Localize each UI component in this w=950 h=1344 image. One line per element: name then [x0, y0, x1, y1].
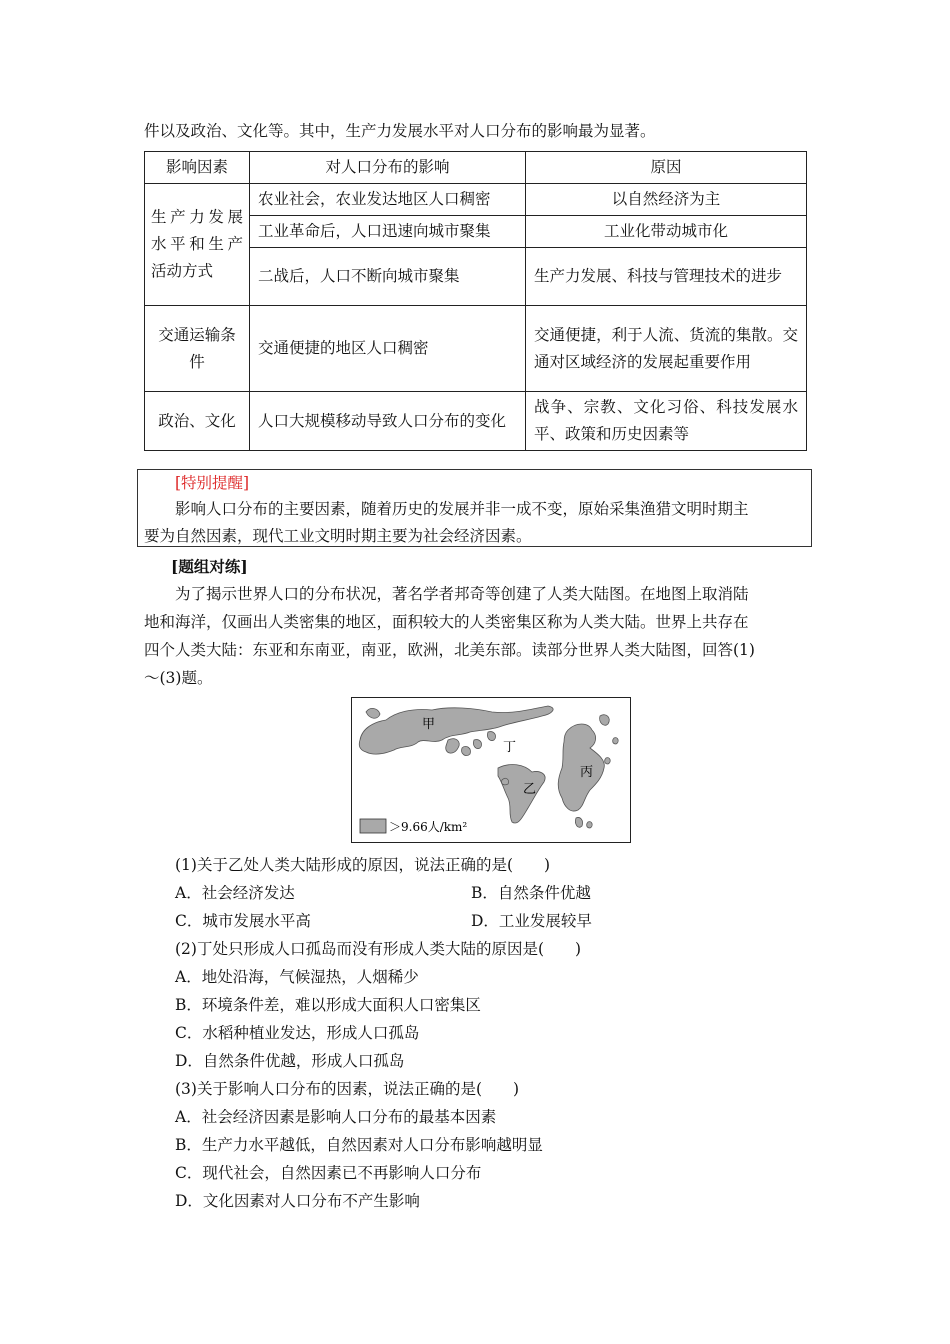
q3-stem: (3)关于影响人口分布的因素，说法正确的是( )	[175, 1080, 520, 1098]
q1-option-c: C．城市发展水平高	[175, 912, 311, 930]
passage-line-3: 四个人类大陆：东亚和东南亚，南亚，欧洲，北美东部。读部分世界人类大陆图，回答(1)	[144, 641, 755, 659]
table-header-row	[145, 152, 807, 184]
tip-line-2: 要为自然因素，现代工业文明时期主要为社会经济因素。	[144, 527, 532, 545]
q3-option-a: A．社会经济因素是影响人口分布的最基本因素	[175, 1108, 497, 1126]
passage-line-1: 为了揭示世界人口的分布状况，著名学者邦奇等创建了人类大陆图。在地图上取消陆	[175, 585, 749, 603]
q2-option-d: D．自然条件优越，形成人口孤岛	[175, 1052, 405, 1070]
factor-productivity: 生产力发展水平和生产活动方式	[145, 184, 250, 306]
label-jia: 甲	[422, 717, 436, 732]
q1-stem: (1)关于乙处人类大陆形成的原因，说法正确的是( )	[175, 856, 551, 874]
q3-option-c: C．现代社会，自然因素已不再影响人口分布	[175, 1164, 482, 1182]
area-ding-3	[473, 740, 481, 749]
area-yi	[498, 765, 545, 824]
area-bing-island-5	[613, 738, 618, 744]
q2-option-b: B．环境条件差，难以形成大面积人口密集区	[175, 996, 481, 1014]
passage-line-2: 地和海洋，仅画出人类密集的地区，面积较大的人类密集区称为人类大陆。世界上共存在	[144, 613, 749, 631]
table-row	[145, 184, 807, 216]
area-ding-4	[487, 732, 495, 741]
area-bing-island-1	[600, 715, 610, 726]
q2-option-c: C．水稻种植业发达，形成人口孤岛	[175, 1024, 420, 1042]
influence-table	[144, 151, 807, 451]
table-row	[145, 392, 807, 451]
factor-politics: 政治、文化	[145, 392, 250, 451]
reason-cell: 以自然经济为主	[526, 184, 807, 216]
area-ding-1	[446, 739, 460, 753]
factor-transport: 交通运输条件	[145, 306, 250, 392]
section-title: [题组对练]	[171, 557, 248, 576]
q3-option-d: D．文化因素对人口分布不产生影响	[175, 1192, 420, 1210]
area-bing-island-4	[605, 758, 610, 764]
effect-cell: 农业社会，农业发达地区人口稠密	[250, 184, 526, 216]
label-bing: 丙	[580, 765, 594, 780]
tip-line-1: 影响人口分布的主要因素，随着历史的发展并非一成不变，原始采集渔猎文明时期主	[175, 500, 749, 518]
effect-cell: 工业革命后，人口迅速向城市聚集	[250, 216, 526, 248]
reason-cell: 生产力发展、科技与管理技术的进步	[526, 248, 807, 306]
effect-cell: 人口大规模移动导致人口分布的变化	[250, 392, 526, 451]
q1-option-b: B．自然条件优越	[471, 884, 591, 902]
map-drawing	[352, 698, 630, 842]
reason-cell: 战争、宗教、文化习俗、科技发展水平、政策和历史因素等	[526, 392, 807, 451]
q1-option-d: D．工业发展较早	[471, 912, 592, 930]
q3-option-b: B．生产力水平越低，自然因素对人口分布影响越明显	[175, 1136, 543, 1154]
area-yi-island	[501, 778, 508, 784]
reason-cell: 交通便捷，利于人流、货流的集散。交通对区域经济的发展起重要作用	[526, 306, 807, 392]
legend-text: ＞9.66人/km²	[389, 820, 468, 834]
label-yi: 乙	[523, 782, 537, 797]
reason-cell: 工业化带动城市化	[526, 216, 807, 248]
intro-text: 件以及政治、文化等。其中，生产力发展水平对人口分布的影响最为显著。	[144, 122, 656, 140]
human-continent-map	[351, 697, 631, 843]
q1-option-a: A．社会经济发达	[175, 884, 295, 902]
q2-option-a: A．地处沿海，气候湿热，人烟稀少	[175, 968, 419, 986]
area-bing-island-3	[587, 822, 592, 828]
area-ding-2	[462, 746, 471, 755]
passage-line-4: ～(3)题。	[144, 669, 213, 687]
effect-cell: 二战后，人口不断向城市聚集	[250, 248, 526, 306]
table-row	[145, 306, 807, 392]
label-ding: 丁	[503, 740, 517, 755]
q2-stem: (2)丁处只形成人口孤岛而没有形成人类大陆的原因是( )	[175, 940, 582, 958]
legend-swatch	[360, 819, 386, 833]
area-jia-island	[366, 708, 380, 718]
header-reason: 原因	[526, 152, 807, 184]
tip-title: [特别提醒]	[175, 474, 250, 492]
area-bing-island-2	[575, 817, 582, 827]
header-effect: 对人口分布的影响	[250, 152, 526, 184]
effect-cell: 交通便捷的地区人口稠密	[250, 306, 526, 392]
header-factor: 影响因素	[145, 152, 250, 184]
